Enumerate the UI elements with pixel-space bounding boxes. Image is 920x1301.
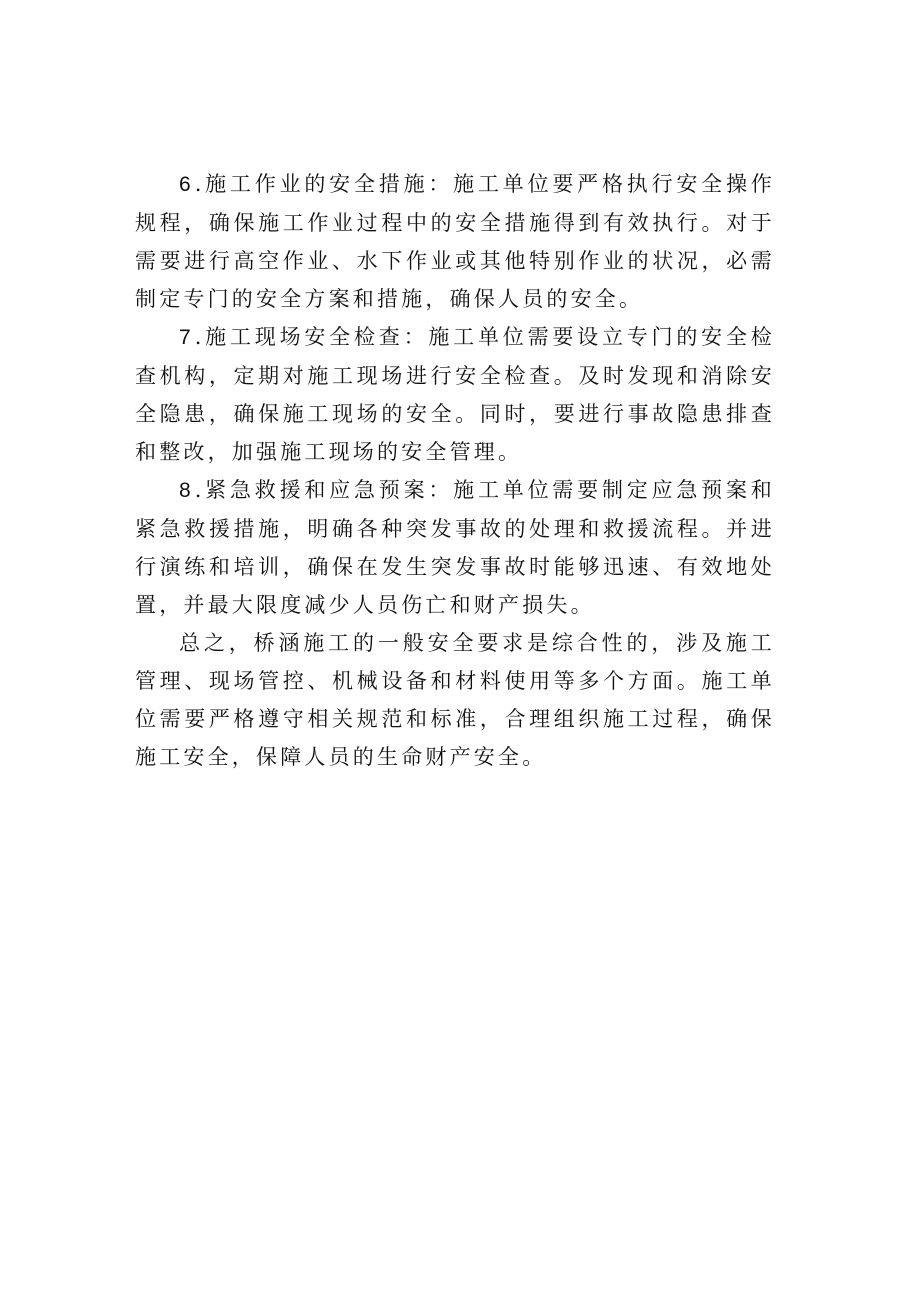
paragraph-8 — [135, 471, 775, 624]
paragraph-number: 8 — [179, 479, 191, 502]
paragraph-summary — [135, 624, 775, 776]
paragraph-number: 7 — [179, 326, 191, 349]
paragraph-text: 总之，桥涵施工的一般安全要求是综合性的，涉及施工管理、现场管控、机械设备和材料使用等多个方面。施工单位需要严格遵守相关规范和标准，合理组织施工过程，确保施工安全，保障人员的生命财产安全。 — [135, 631, 775, 769]
document-body — [135, 165, 775, 776]
paragraph-6 — [135, 165, 775, 318]
paragraph-text: .施工现场安全检查：施工单位需要设立专门的安全检查机构，定期对施工现场进行安全检查。及时发现和消除安全隐患，确保施工现场的安全。同时，要进行事故隐患排查和整改，加强施工现场的安全管理。 — [135, 325, 775, 464]
paragraph-text: .施工作业的安全措施：施工单位要严格执行安全操作规程，确保施工作业过程中的安全措施得到有效执行。对于需要进行高空作业、水下作业或其他特别作业的状况，必需制定专门的安全方案和措施，确保人员的安全。 — [135, 172, 775, 311]
paragraph-number: 6 — [179, 173, 191, 196]
paragraph-text: .紧急救援和应急预案：施工单位需要制定应急预案和紧急救援措施，明确各种突发事故的处理和救援流程。并进行演练和培训，确保在发生突发事故时能够迅速、有效地处置，并最大限度减少人员伤亡和财产损失。 — [135, 478, 775, 617]
paragraph-7 — [135, 318, 775, 471]
